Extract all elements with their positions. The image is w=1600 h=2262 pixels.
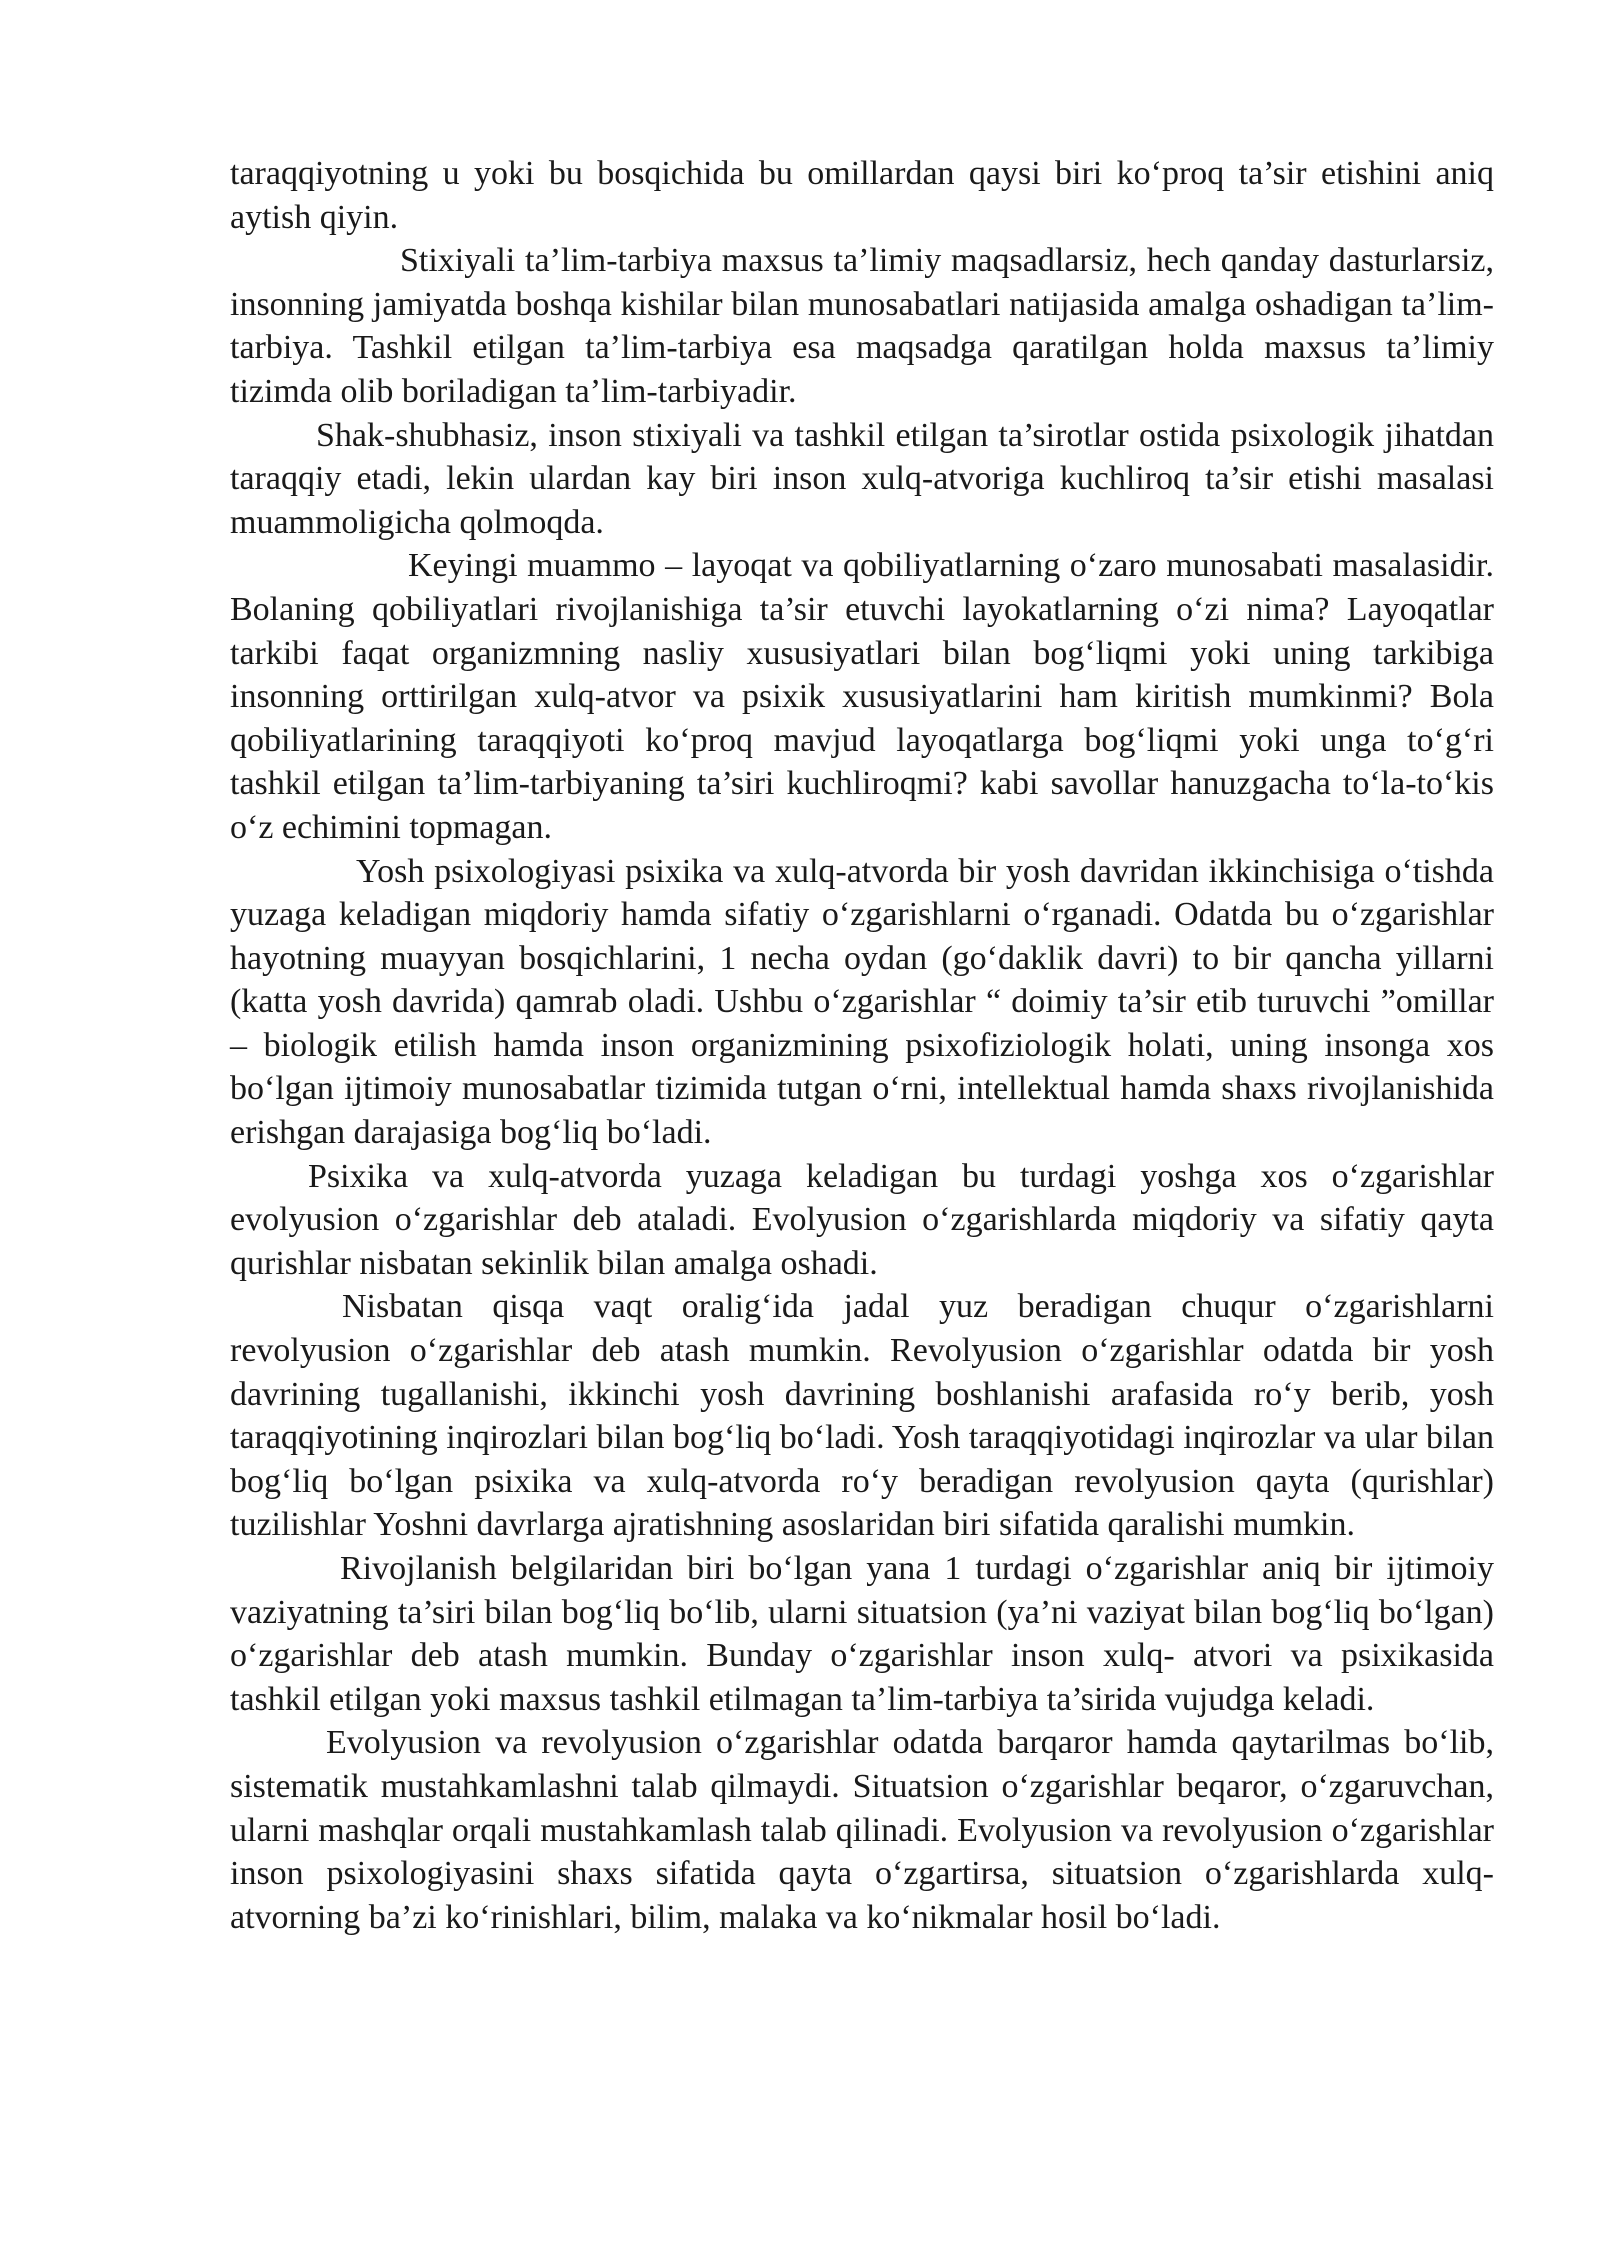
paragraph: Rivojlanish belgilaridan biri bo‘lgan yana 1 turdagi o‘zgarishlar aniq bir ijtimoiy vaziyatning ta’siri bilan bog‘liq bo‘lib, ularni situatsion (ya’ni vaziyat bilan bog‘liq bo‘lgan) o‘zgarishlar deb atash mumkin. Bunday o‘zgarishlar inson xulq- atvori va psixikasida tashkil etilgan yoki maxsus tashkil etilmagan ta’lim-tarbiya ta’sirida vujudga keladi. bbox=[230, 1550, 1494, 1718]
document-page bbox=[230, 152, 1494, 1939]
paragraph: Shak-shubhasiz, inson stixiyali va tashkil etilgan ta’sirotlar ostida psixologik jihatdan taraqqiy etadi, lekin ulardan kay biri inson xulq-atvoriga kuchliroq ta’sir etishi masalasi muammoligicha qolmoqda. bbox=[230, 416, 1494, 541]
paragraph: Nisbatan qisqa vaqt oralig‘ida jadal yuz beradigan chuqur o‘zgarishlarni revolyusion o‘zgarishlar deb atash mumkin. Revolyusion o‘zgarishlar odatda bir yosh davrining tugallanishi, ikkinchi yosh davrining boshlanishi arafasida ro‘y berib, yosh taraqqiyotining inqirozlari bilan bog‘liq bo‘ladi. Yosh taraqqiyotidagi inqirozlar va ular bilan bog‘liq bo‘lgan psixika va xulq-atvorda ro‘y beradigan revolyusion qayta (qurishlar) tuzilishlar Yoshni davrlarga ajratishning asoslaridan biri sifatida qaralishi mumkin. bbox=[230, 1288, 1494, 1544]
paragraph: taraqqiyotning u yoki bu bosqichida bu omillardan qaysi biri ko‘proq ta’sir etishini aniq aytish qiyin. bbox=[230, 155, 1494, 236]
paragraph: Stixiyali ta’lim-tarbiya maxsus ta’limiy maqsadlarsiz, hech qanday dasturlarsiz, insonning jamiyatda boshqa kishilar bilan munosabatlari natijasida amalga oshadigan ta’lim-tarbiya. Tashkil etilgan ta’lim-tarbiya esa maqsadga qaratilgan holda maxsus ta’limiy tizimda olib boriladigan ta’lim-tarbiyadir. bbox=[230, 242, 1494, 410]
paragraph: Yosh psixologiyasi psixika va xulq-atvorda bir yosh davridan ikkinchisiga o‘tishda yuzaga keladigan miqdoriy hamda sifatiy o‘zgarishlarni o‘rganadi. Odatda bu o‘zgarishlar hayotning muayyan bosqichlarini, 1 necha oydan (go‘daklik davri) to bir qancha yillarni (katta yosh davrida) qamrab oladi. Ushbu o‘zgarishlar “ doimiy ta’sir etib turuvchi ”omillar – biologik etilish hamda inson organizmining psixofiziologik holati, uning insonga xos bo‘lgan ijtimoiy munosabatlar tizimida tutgan o‘rni, intellektual hamda shaxs rivojlanishida erishgan darajasiga bog‘liq bo‘ladi. bbox=[230, 852, 1494, 1152]
paragraph: Evolyusion va revolyusion o‘zgarishlar odatda barqaror hamda qaytarilmas bo‘lib, sistematik mustahkamlashni talab qilmaydi. Situatsion o‘zgarishlar beqaror, o‘zgaruvchan, ularni mashqlar orqali mustahkamlash talab qilinadi. Evolyusion va revolyusion o‘zgarishlar inson psixologiyasini shaxs sifatida qayta o‘zgartirsa, situatsion o‘zgarishlarda xulq-atvorning ba’zi ko‘rinishlari, bilim, malaka va ko‘nikmalar hosil bo‘ladi. bbox=[230, 1724, 1494, 1936]
paragraph: Keyingi muammo – layoqat va qobiliyatlarning o‘zaro munosabati masalasidir. Bolaning qobiliyatlari rivojlanishiga ta’sir etuvchi layokatlarning o‘zi nima? Layoqatlar tarkibi faqat organizmning nasliy xususiyatlari bilan bog‘liqmi yoki uning tarkibiga insonning orttirilgan xulq-atvor va psixik xususiyatlarini ham kiritish mumkinmi? Bola qobiliyatlarining taraqqiyoti ko‘proq mavjud layoqatlarga bog‘liqmi yoki unga to‘g‘ri tashkil etilgan ta’lim-tarbiyaning ta’siri kuchliroqmi? kabi savollar hanuzgacha to‘la-to‘kis o‘z echimini topmagan. bbox=[230, 547, 1494, 846]
paragraph: Psixika va xulq-atvorda yuzaga keladigan bu turdagi yoshga xos o‘zgarishlar evolyusion o‘zgarishlar deb ataladi. Evolyusion o‘zgarishlarda miqdoriy va sifatiy qayta qurishlar nisbatan sekinlik bilan amalga oshadi. bbox=[230, 1157, 1494, 1282]
